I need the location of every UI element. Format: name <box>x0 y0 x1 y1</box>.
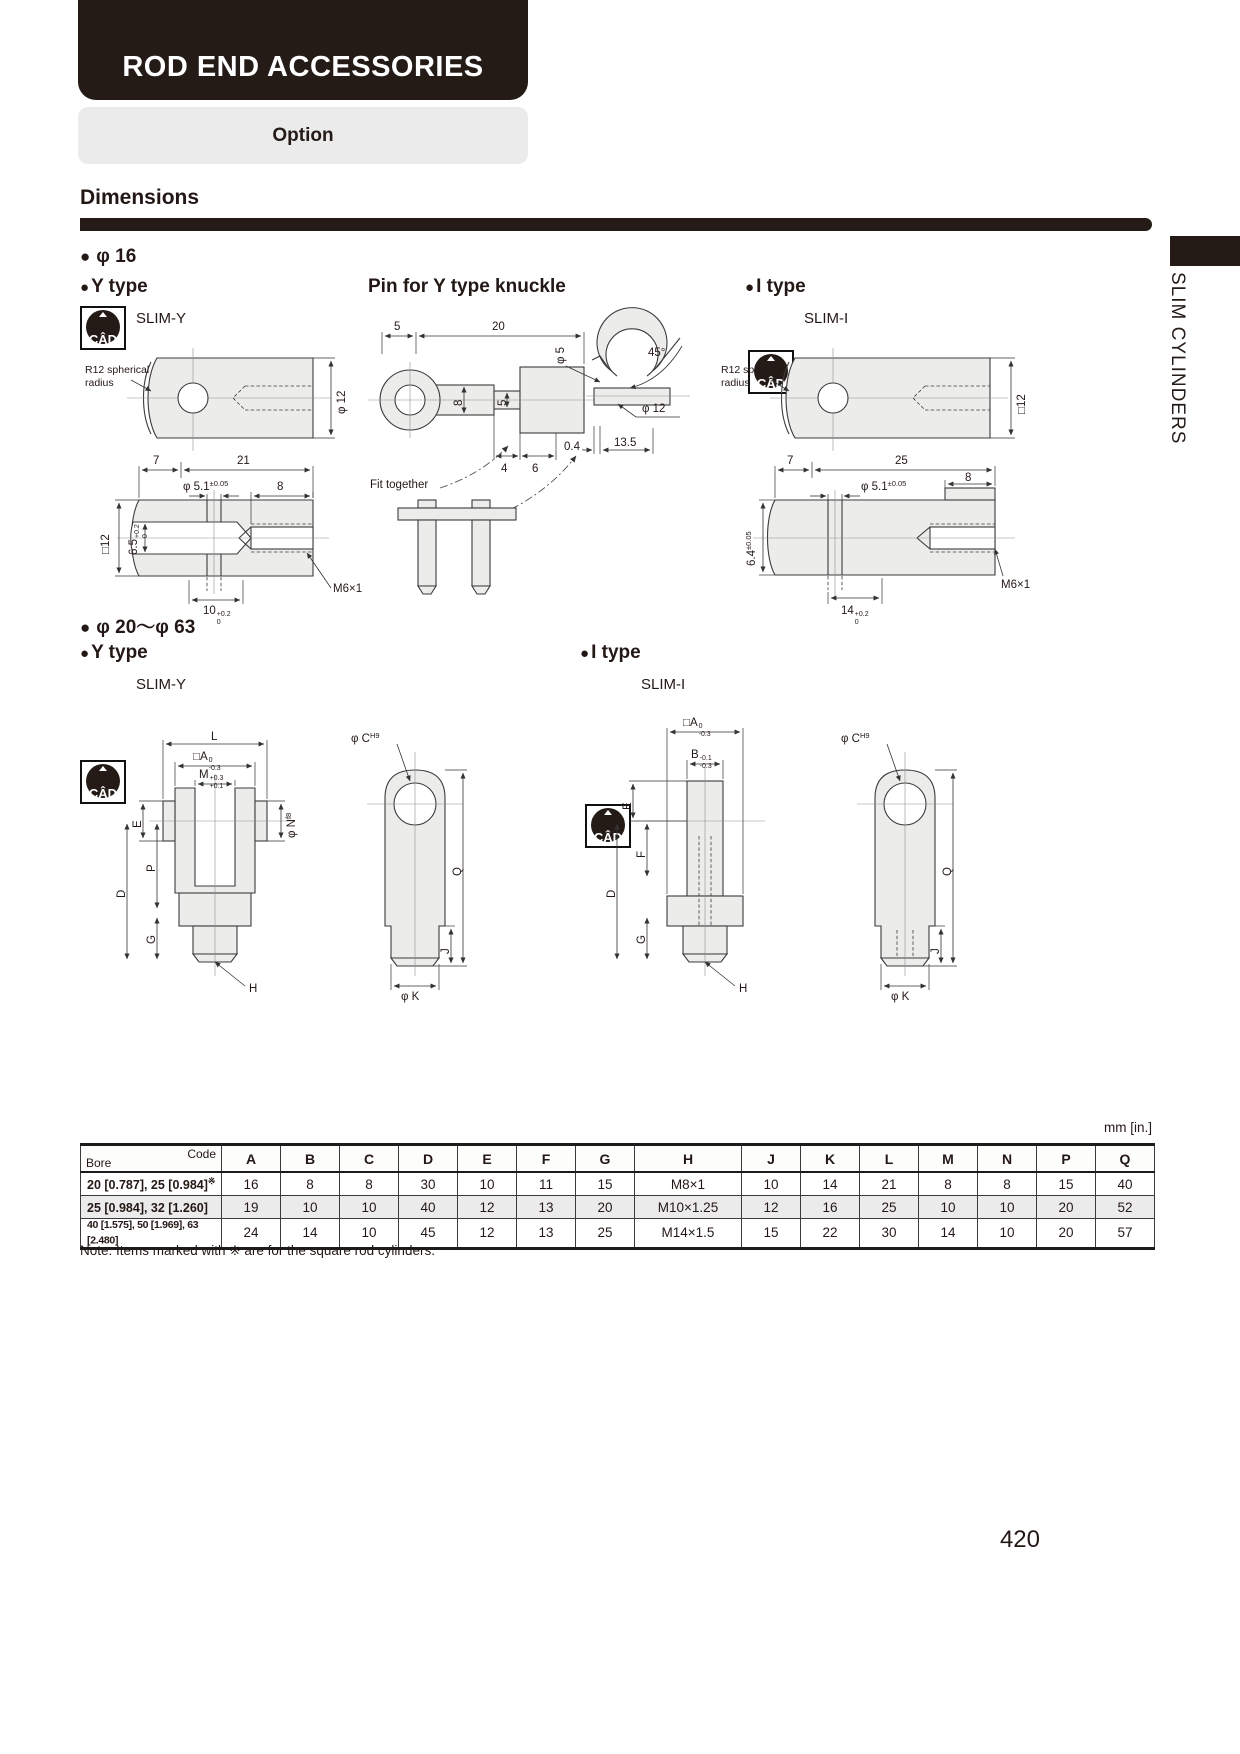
col-header: Q <box>1096 1145 1155 1173</box>
dim-label-E: E <box>622 802 634 810</box>
value-cell: 22 <box>801 1219 860 1249</box>
dim-label-r12: R12 spherical radius <box>721 364 786 389</box>
value-cell: 13 <box>517 1196 576 1219</box>
value-cell: 8 <box>340 1172 399 1196</box>
col-header: F <box>517 1145 576 1173</box>
value-cell: 8 <box>919 1172 978 1196</box>
cad-icon: CÂD <box>585 804 631 848</box>
value-cell: 14 <box>919 1219 978 1249</box>
page-title: ROD END ACCESSORIES <box>122 51 484 83</box>
value-cell: 15 <box>1037 1172 1096 1196</box>
phi16-heading: ● φ 16 <box>80 246 137 267</box>
drawing-phi16-y-type <box>85 348 370 626</box>
phi2063-y-art <box>95 686 485 1021</box>
dim-label-phi12: φ 12 <box>642 403 666 415</box>
value-cell: 10 <box>458 1172 517 1196</box>
pin-knuckle-heading: Pin for Y type knuckle <box>368 276 566 297</box>
section-rule-bar <box>80 218 1152 231</box>
bullet-icon: ● <box>80 645 90 662</box>
side-index-tab <box>1170 236 1240 266</box>
value-cell: 11 <box>517 1172 576 1196</box>
drawing-phi2063-i-type <box>585 686 975 1021</box>
value-cell: 10 <box>340 1219 399 1249</box>
dim-label-10: 10 +0.2 0 <box>203 605 231 626</box>
dim-label-m6: M6×1 <box>333 583 363 595</box>
value-cell: 19 <box>222 1196 281 1219</box>
col-header: B <box>281 1145 340 1173</box>
bullet-icon: ● <box>80 247 91 266</box>
phi16-y-type-heading: ● Y type <box>80 276 148 297</box>
value-cell: 8 <box>978 1172 1037 1196</box>
value-cell: 30 <box>399 1172 458 1196</box>
value-cell: 10 <box>340 1196 399 1219</box>
col-header: P <box>1037 1145 1096 1173</box>
dim-label-H: H <box>739 983 748 995</box>
dim-label-phi5: φ 5 <box>555 346 567 364</box>
value-cell: 45 <box>399 1219 458 1249</box>
corner-code-label: Code <box>187 1147 216 1161</box>
bullet-icon: ● <box>80 618 91 637</box>
model-label-slim-i: SLIM-I <box>641 676 686 693</box>
phi2063-y-type-heading: ● Y type <box>80 642 148 663</box>
value-cell: 12 <box>458 1219 517 1249</box>
col-header: K <box>801 1145 860 1173</box>
dim-label-A: □A 0 -0.3 <box>683 717 711 738</box>
value-cell: 14 <box>801 1172 860 1196</box>
value-cell: 15 <box>742 1219 801 1249</box>
dim-label-H: H <box>249 983 258 995</box>
bore-cell: 20 [0.787], 25 [0.984]※ <box>81 1172 222 1196</box>
dim-label-r12: R12 spherical radius <box>85 364 150 389</box>
value-cell: 10 <box>742 1172 801 1196</box>
units-label: mm [in.] <box>1103 1120 1152 1135</box>
drawing-phi2063-y-type <box>95 686 485 1021</box>
dim-label-P: P <box>146 864 158 872</box>
value-cell: M8×1 <box>635 1172 742 1196</box>
dim-label-F: F <box>636 850 648 858</box>
phi2063-heading: ● φ 20～φ 63 <box>80 617 196 638</box>
dim-label-sq12: □12 <box>1016 394 1028 414</box>
value-cell: 10 <box>919 1196 978 1219</box>
dim-label-135: 13.5 <box>614 437 637 449</box>
value-cell: 12 <box>742 1196 801 1219</box>
dim-label-sq12: □12 <box>100 534 112 554</box>
corner-bore-label: Bore <box>86 1156 112 1170</box>
col-header: G <box>576 1145 635 1173</box>
table-row <box>81 1196 1155 1219</box>
value-cell: 20 <box>1037 1219 1096 1249</box>
table-corner-cell <box>81 1145 222 1173</box>
dim-label-45deg: 45° <box>648 347 666 359</box>
pin-art <box>360 296 695 612</box>
title-banner <box>78 0 528 100</box>
value-cell: 16 <box>222 1172 281 1196</box>
dim-label-phi51: φ $5.1^{\pm 0.05}$ <box>183 479 229 493</box>
bore-cell: 40 [1.575], 50 [1.969], 63 [2.480] <box>81 1219 222 1249</box>
value-cell: 20 <box>576 1196 635 1219</box>
value-cell: 30 <box>860 1219 919 1249</box>
value-cell: 10 <box>978 1219 1037 1249</box>
dim-label-Q: Q <box>452 867 464 876</box>
dim-label-04: 0.4 <box>564 441 580 453</box>
bullet-icon: ● <box>580 645 590 662</box>
bullet-icon: ● <box>745 279 755 296</box>
dim-label-m6: M6×1 <box>1001 579 1031 591</box>
dim-label-20: 20 <box>492 321 505 333</box>
col-header: C <box>340 1145 399 1173</box>
bore-cell: 25 [0.984], 32 [1.260] <box>81 1196 222 1219</box>
fit-together-label: Fit together <box>370 479 429 491</box>
dim-label-J: J <box>930 948 942 954</box>
dim-label-8: 8 <box>453 399 465 406</box>
dimensions-table <box>80 1143 1155 1250</box>
dim-label-J: J <box>440 948 452 954</box>
col-header: J <box>742 1145 801 1173</box>
value-cell: 40 <box>399 1196 458 1219</box>
dim-label-6: 6 <box>532 463 539 475</box>
option-label: Option <box>272 124 334 146</box>
dim-label-L: L <box>211 731 218 743</box>
dim-label-N: φ $N^{f8}$ <box>284 812 298 838</box>
drawing-phi16-i-type <box>715 348 1050 626</box>
dimensions-heading: Dimensions <box>80 186 200 209</box>
table-note: Note: Items marked with ※ are for the square rod cylinders. <box>80 1243 435 1258</box>
dim-label-5b: 5 <box>497 399 509 406</box>
value-cell: 20 <box>1037 1196 1096 1219</box>
col-header: N <box>978 1145 1037 1173</box>
value-cell: 25 <box>576 1219 635 1249</box>
dim-label-8: 8 <box>965 472 972 484</box>
drawing-pin-y-knuckle <box>360 296 695 612</box>
col-header: M <box>919 1145 978 1173</box>
value-cell: 13 <box>517 1219 576 1249</box>
dim-label-A: □A 0 -0.3 <box>193 751 221 772</box>
value-cell: 24 <box>222 1219 281 1249</box>
option-banner <box>78 107 528 164</box>
dim-label-65: 6.5 +0.2 0 <box>128 524 149 555</box>
col-header: A <box>222 1145 281 1173</box>
value-cell: 21 <box>860 1172 919 1196</box>
dim-label-14: 14 +0.2 0 <box>841 605 869 626</box>
dim-label-7: 7 <box>153 455 160 467</box>
dim-label-C: φ $C^{H9}$ <box>351 731 380 745</box>
dim-label-phi12: φ 12 <box>336 390 348 414</box>
page-number: 420 <box>999 1526 1040 1553</box>
col-header: L <box>860 1145 919 1173</box>
dim-label-M: M +0.3 +0.1 <box>199 769 224 790</box>
value-cell: 25 <box>860 1196 919 1219</box>
col-header: H <box>635 1145 742 1173</box>
table-header-row <box>81 1145 1155 1173</box>
value-cell: 57 <box>1096 1219 1155 1249</box>
phi2063-i-type-heading: ● I type <box>580 642 641 663</box>
value-cell: 40 <box>1096 1172 1155 1196</box>
dim-label-phi51: φ $5.1^{\pm 0.05}$ <box>861 479 907 493</box>
value-cell: 16 <box>801 1196 860 1219</box>
dim-label-K: φ K <box>891 991 910 1003</box>
dim-label-7: 7 <box>787 455 794 467</box>
side-tab-label: SLIM CYLINDERS <box>1167 272 1188 445</box>
value-cell: 10 <box>281 1196 340 1219</box>
value-cell: 10 <box>978 1196 1037 1219</box>
table-row <box>81 1172 1155 1196</box>
dim-label-4: 4 <box>501 463 508 475</box>
model-label-slim-y: SLIM-Y <box>136 676 187 693</box>
value-cell: 12 <box>458 1196 517 1219</box>
cad-icon: CÂD <box>748 350 794 394</box>
dim-label-Q: Q <box>942 867 954 876</box>
dim-label-64: $6.4^{\pm 0.05}$ <box>744 531 758 566</box>
value-cell: M10×1.25 <box>635 1196 742 1219</box>
dim-label-D: D <box>116 889 128 898</box>
value-cell: M14×1.5 <box>635 1219 742 1249</box>
square-rod-marker: ※ <box>207 1175 216 1186</box>
col-header: E <box>458 1145 517 1173</box>
dim-label-D: D <box>606 889 618 898</box>
dim-label-E: E <box>132 820 144 828</box>
bullet-icon: ● <box>80 279 90 296</box>
value-cell: 15 <box>576 1172 635 1196</box>
value-cell: 14 <box>281 1219 340 1249</box>
dim-label-5: 5 <box>394 321 401 333</box>
dim-label-8: 8 <box>277 481 284 493</box>
model-label-slim-i: SLIM-I <box>804 310 849 327</box>
dim-label-G: G <box>636 935 648 944</box>
value-cell: 52 <box>1096 1196 1155 1219</box>
dim-label-G: G <box>146 935 158 944</box>
dim-label-K: φ K <box>401 991 420 1003</box>
phi16-i-type-heading: ● I type <box>745 276 806 297</box>
dim-label-25: 25 <box>895 455 908 467</box>
dim-label-B: B -0.1 -0.3 <box>691 749 712 770</box>
value-cell: 8 <box>281 1172 340 1196</box>
model-label-slim-y: SLIM-Y <box>136 310 187 327</box>
dim-label-21: 21 <box>237 455 250 467</box>
cad-icon: CÂD <box>80 306 126 350</box>
col-header: D <box>399 1145 458 1173</box>
cad-icon: CÂD <box>80 760 126 804</box>
dim-label-C: φ $C^{H9}$ <box>841 731 870 745</box>
